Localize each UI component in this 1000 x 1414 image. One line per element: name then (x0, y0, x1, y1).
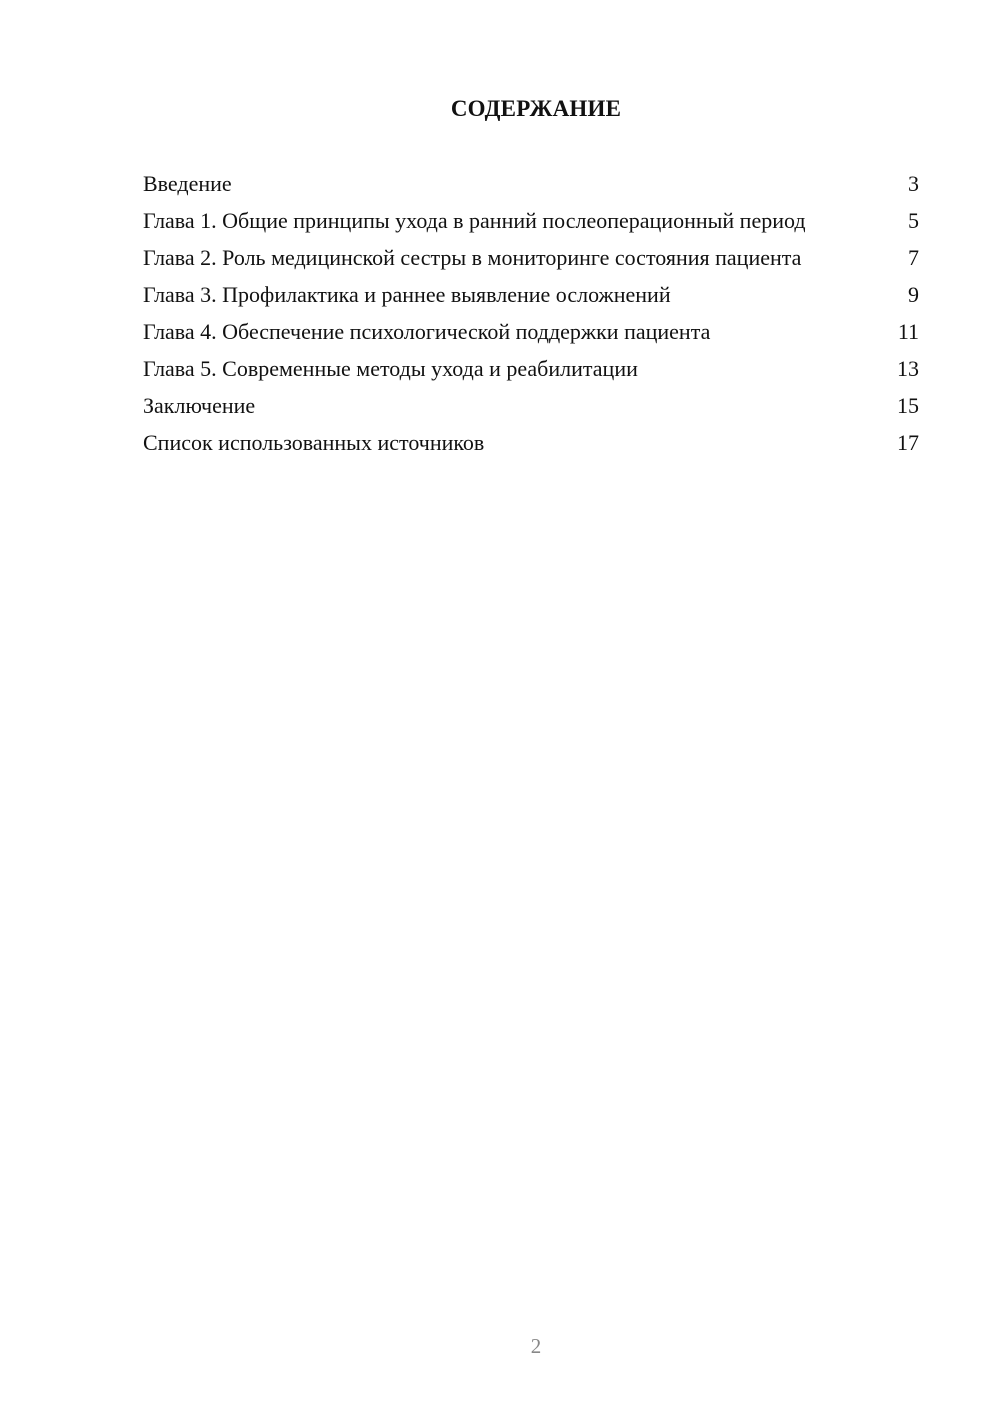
toc-entry-page: 11 (897, 319, 919, 344)
toc-entry-title: Глава 2. Роль медицинской сестры в мониторинге состояния пациента (143, 245, 802, 270)
toc-entry-title: Глава 1. Общие принципы ухода в ранний послеоперационный период (143, 208, 806, 233)
toc-entry-chapter-3 (143, 281, 919, 318)
toc-entry-title: Глава 5. Современные методы ухода и реабилитации (143, 356, 638, 381)
toc-entry-references (143, 429, 919, 466)
table-of-contents (143, 170, 919, 466)
toc-entry-chapter-1 (143, 207, 919, 244)
toc-entry-conclusion (143, 392, 919, 429)
toc-entry-chapter-5 (143, 355, 919, 392)
toc-entry-title: Список использованных источников (143, 430, 485, 455)
toc-entry-page: 13 (897, 356, 919, 381)
toc-entry-page: 15 (897, 393, 919, 418)
toc-entry-page: 7 (908, 245, 919, 270)
toc-entry-title: Глава 3. Профилактика и раннее выявление осложнений (143, 282, 671, 307)
toc-entry-title: Введение (143, 171, 232, 196)
toc-entry-title: Заключение (143, 393, 256, 418)
toc-entry-page: 9 (908, 282, 919, 307)
toc-entry-introduction (143, 170, 919, 207)
toc-entry-page: 17 (897, 430, 919, 455)
toc-entry-page: 3 (908, 171, 919, 196)
toc-entry-chapter-2 (143, 244, 919, 281)
toc-heading: СОДЕРЖАНИЕ (450, 96, 622, 121)
toc-entry-page: 5 (908, 208, 919, 233)
toc-entry-chapter-4 (143, 318, 919, 355)
page-number: 2 (530, 1334, 542, 1358)
toc-entry-title: Глава 4. Обеспечение психологической поддержки пациента (143, 319, 711, 344)
